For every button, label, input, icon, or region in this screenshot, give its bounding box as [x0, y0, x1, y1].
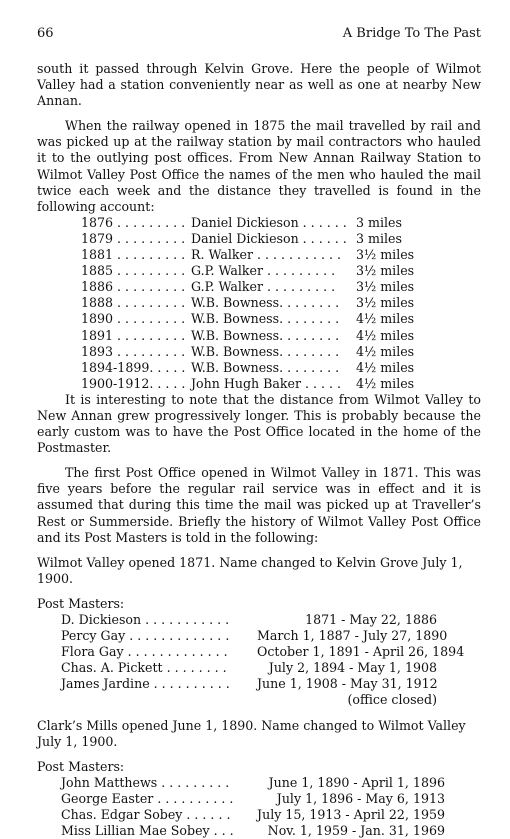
postmaster-dates: March 1, 1887 - July 27, 1890: [257, 628, 448, 644]
table-row: [81, 360, 481, 376]
list-item: [61, 823, 481, 839]
route-name: W.B. Bowness. . . . . . . .: [191, 311, 340, 327]
postmaster-name: Chas. Edgar Sobey . . . . . .: [61, 807, 231, 823]
route-year: 1886 . . . . . . . . .: [81, 279, 186, 295]
postmaster-name: George Easter . . . . . . . . . .: [61, 790, 234, 806]
paragraph-4: The first Post Office opened in Wilmot Valley in 1871. This was five years before the regular rail service was in effect and it is assumed that during this time the mail was picked up at Traveller’s Rest or Summerside. Briefly the history of Wilmot Valley Post Office and its Post Masters is told in the following:: [37, 465, 481, 545]
clarks-postmasters-label: Post Masters:: [37, 758, 125, 774]
clarks-postmasters-list: [61, 775, 481, 839]
list-item: [61, 807, 481, 823]
route-distance: 3½ miles: [356, 247, 415, 263]
route-name: W.B. Bowness. . . . . . . .: [191, 343, 340, 359]
postmaster-dates: July 15, 1913 - April 22, 1959: [257, 807, 445, 823]
paragraph-3: It is interesting to note that the distance from Wilmot Valley to New Annan grew progressively longer. This is probably because the early custom was to have the Post Office located in the home of the Postmaster.: [37, 391, 481, 456]
table-row: [81, 376, 481, 392]
route-distance: 4½ miles: [356, 343, 415, 359]
route-year: 1893 . . . . . . . . .: [81, 343, 186, 359]
table-row: [81, 263, 481, 279]
postmaster-dates: October 1, 1891 - April 26, 1894: [257, 644, 465, 660]
list-item: [61, 612, 481, 628]
route-distance: 3½ miles: [356, 279, 415, 295]
list-item: [61, 676, 481, 692]
postmaster-name: Miss Lillian Mae Sobey . . .: [61, 823, 234, 839]
postmaster-name: Percy Gay . . . . . . . . . . . . .: [61, 628, 230, 644]
page-header: [37, 26, 481, 44]
postmaster-dates: July 2, 1894 - May 1, 1908: [268, 660, 437, 676]
table-row: [81, 344, 481, 360]
route-year: 1890 . . . . . . . . .: [81, 311, 186, 327]
route-distance: 3 miles: [356, 230, 402, 246]
route-year: 1879 . . . . . . . . .: [81, 230, 186, 246]
route-year: 1876 . . . . . . . . .: [81, 214, 186, 230]
postmaster-dates: June 1, 1908 - May 31, 1912: [257, 676, 438, 692]
route-name: W.B. Bowness. . . . . . . .: [191, 295, 340, 311]
route-year: 1891 . . . . . . . . .: [81, 327, 186, 343]
clarks-mills-note: Clark’s Mills opened June 1, 1890. Name changed to Wilmot Valley July 1, 1900.: [37, 717, 466, 749]
paragraph-2: When the railway opened in 1875 the mail travelled by rail and was picked up at the railway station by mail contractors who hauled it to the outlying post offices. From New Annan Railway Station to Wilmot Valley Post Office the names of the men who hauled the mail twice each week and the distance they travelled is found in the following account:: [37, 118, 481, 214]
table-row: [81, 215, 481, 231]
route-year: 1900-1912. . . . .: [81, 375, 186, 391]
mail-route-table: [81, 215, 481, 392]
postmaster-name: John Matthews . . . . . . . . .: [61, 774, 230, 790]
postmaster-name: James Jardine . . . . . . . . . .: [61, 676, 230, 692]
table-row: [81, 311, 481, 327]
wilmot-postmasters-label: Post Masters:: [37, 595, 125, 611]
route-distance: 4½ miles: [356, 327, 415, 343]
postmaster-name: Flora Gay . . . . . . . . . . . . .: [61, 644, 228, 660]
office-closed-note: (office closed): [347, 692, 437, 708]
table-row: [81, 279, 481, 295]
route-name: R. Walker . . . . . . . . . . .: [191, 247, 342, 263]
route-distance: 4½ miles: [356, 311, 415, 327]
list-item: [61, 775, 481, 791]
route-year: 1885 . . . . . . . . .: [81, 263, 186, 279]
list-item: [61, 660, 481, 676]
route-distance: 3½ miles: [356, 295, 415, 311]
page-number: 66: [37, 26, 54, 41]
postmaster-dates: 1871 - May 22, 1886: [305, 612, 437, 627]
table-row: [81, 231, 481, 247]
route-year: 1894-1899. . . . .: [81, 359, 186, 375]
wilmot-postmasters-list: [61, 612, 481, 709]
route-name: W.B. Bowness. . . . . . . .: [191, 359, 340, 375]
postmaster-name: Chas. A. Pickett . . . . . . . .: [61, 660, 227, 676]
route-distance: 3½ miles: [356, 263, 415, 279]
table-row: [81, 295, 481, 311]
postmaster-name: D. Dickieson . . . . . . . . . . .: [61, 612, 230, 627]
wilmot-valley-note: Wilmot Valley opened 1871. Name changed to Kelvin Grove July 1, 1900.: [37, 554, 463, 586]
route-distance: 4½ miles: [356, 375, 415, 391]
list-item: [61, 644, 481, 660]
route-name: Daniel Dickieson . . . . . .: [191, 230, 347, 246]
table-row: [81, 247, 481, 263]
route-distance: 4½ miles: [356, 359, 415, 375]
route-distance: 3 miles: [356, 214, 402, 230]
route-name: G.P. Walker . . . . . . . . .: [191, 279, 336, 295]
postmaster-dates: July 1, 1896 - May 6, 1913: [276, 790, 445, 806]
route-name: Daniel Dickieson . . . . . .: [191, 214, 347, 230]
postmaster-dates: Nov. 1, 1959 - Jan. 31, 1969: [267, 823, 445, 839]
route-year: 1881 . . . . . . . . .: [81, 247, 186, 263]
paragraph-1: south it passed through Kelvin Grove. Here the people of Wilmot Valley had a station conveniently near as well as one at nearby New Annan.: [37, 61, 481, 109]
postmaster-dates: June 1, 1890 - April 1, 1896: [268, 774, 445, 790]
list-item: [61, 628, 481, 644]
route-year: 1888 . . . . . . . . .: [81, 295, 186, 311]
running-title: A Bridge To The Past: [342, 26, 481, 41]
book-page: [37, 26, 481, 839]
route-name: W.B. Bowness. . . . . . . .: [191, 327, 340, 343]
route-name: G.P. Walker . . . . . . . . .: [191, 263, 336, 279]
list-item: [61, 791, 481, 807]
route-name: John Hugh Baker . . . . .: [191, 375, 342, 391]
table-row: [81, 328, 481, 344]
